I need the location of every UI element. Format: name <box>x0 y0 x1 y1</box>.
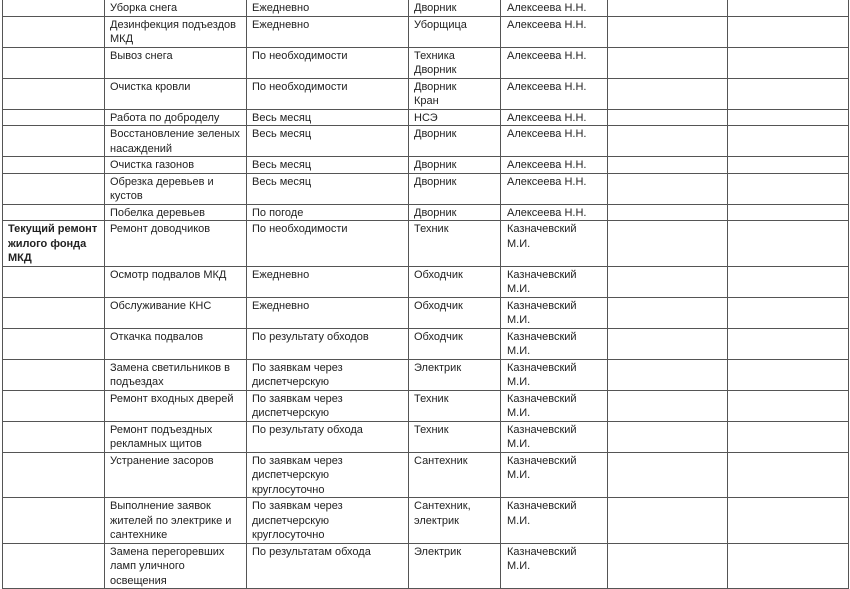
empty-cell <box>608 328 728 359</box>
table-row <box>3 421 849 452</box>
empty-cell <box>728 0 849 16</box>
executor-cell: Дворник Кран <box>409 78 501 109</box>
empty-cell <box>728 47 849 78</box>
table-row <box>3 498 849 544</box>
executor-cell: Дворник <box>409 173 501 204</box>
table-row <box>3 47 849 78</box>
period-cell: По необходимости <box>247 47 409 78</box>
empty-cell <box>728 390 849 421</box>
empty-cell <box>608 543 728 589</box>
executor-cell: Техник <box>409 221 501 267</box>
empty-cell <box>608 421 728 452</box>
period-cell: Ежедневно <box>247 297 409 328</box>
empty-cell <box>608 16 728 47</box>
executor-cell: Электрик <box>409 543 501 589</box>
responsible-cell: Алексеева Н.Н. <box>501 109 608 126</box>
category-cell-empty <box>3 452 105 498</box>
category-cell-empty <box>3 109 105 126</box>
table-row <box>3 266 849 297</box>
work-cell: Устранение засоров <box>105 452 247 498</box>
empty-cell <box>608 126 728 157</box>
work-cell: Ремонт входных дверей <box>105 390 247 421</box>
empty-cell <box>728 297 849 328</box>
responsible-cell: Казначевский М.И. <box>501 328 608 359</box>
category-cell-empty <box>3 47 105 78</box>
period-cell: По заявкам через диспетчерскую круглосуточно <box>247 498 409 544</box>
category-cell-empty <box>3 173 105 204</box>
executor-cell: Сантехник <box>409 452 501 498</box>
table-row <box>3 16 849 47</box>
executor-cell: Техника Дворник <box>409 47 501 78</box>
responsible-cell: Казначевский М.И. <box>501 221 608 267</box>
empty-cell <box>608 0 728 16</box>
category-cell-empty <box>3 157 105 174</box>
work-cell: Работа по доброделу <box>105 109 247 126</box>
period-cell: По результату обходов <box>247 328 409 359</box>
work-cell: Замена светильников в подъездах <box>105 359 247 390</box>
executor-cell: Дворник <box>409 0 501 16</box>
work-cell: Обслуживание КНС <box>105 297 247 328</box>
responsible-cell: Алексеева Н.Н. <box>501 173 608 204</box>
executor-cell: Обходчик <box>409 328 501 359</box>
executor-cell: Обходчик <box>409 297 501 328</box>
empty-cell <box>728 16 849 47</box>
empty-cell <box>608 390 728 421</box>
category-cell-empty <box>3 204 105 221</box>
responsible-cell: Казначевский М.И. <box>501 498 608 544</box>
executor-cell: Обходчик <box>409 266 501 297</box>
category-cell-empty <box>3 297 105 328</box>
empty-cell <box>608 297 728 328</box>
table-row <box>3 221 849 267</box>
category-cell: Текущий ремонт жилого фонда МКД <box>3 221 105 267</box>
category-cell-empty <box>3 328 105 359</box>
responsible-cell: Алексеева Н.Н. <box>501 0 608 16</box>
responsible-cell: Алексеева Н.Н. <box>501 16 608 47</box>
empty-cell <box>728 359 849 390</box>
executor-cell: Дворник <box>409 204 501 221</box>
empty-cell <box>728 266 849 297</box>
empty-cell <box>728 328 849 359</box>
table-row <box>3 359 849 390</box>
work-cell: Откачка подвалов <box>105 328 247 359</box>
period-cell: По заявкам через диспетчерскую <box>247 359 409 390</box>
work-cell: Дезинфекция подъездов МКД <box>105 16 247 47</box>
responsible-cell: Алексеева Н.Н. <box>501 78 608 109</box>
responsible-cell: Казначевский М.И. <box>501 421 608 452</box>
responsible-cell: Казначевский М.И. <box>501 359 608 390</box>
table-row <box>3 204 849 221</box>
work-cell: Очистка газонов <box>105 157 247 174</box>
empty-cell <box>608 221 728 267</box>
empty-cell <box>608 173 728 204</box>
empty-cell <box>728 204 849 221</box>
executor-cell: Сантехник, электрик <box>409 498 501 544</box>
empty-cell <box>728 78 849 109</box>
work-cell: Осмотр подвалов МКД <box>105 266 247 297</box>
period-cell: По результату обхода <box>247 421 409 452</box>
empty-cell <box>728 157 849 174</box>
table-row <box>3 543 849 589</box>
period-cell: Ежедневно <box>247 266 409 297</box>
empty-cell <box>608 109 728 126</box>
empty-cell <box>728 421 849 452</box>
responsible-cell: Алексеева Н.Н. <box>501 126 608 157</box>
table-row <box>3 328 849 359</box>
period-cell: По заявкам через диспетчерскую <box>247 390 409 421</box>
period-cell: По необходимости <box>247 78 409 109</box>
executor-cell: Техник <box>409 390 501 421</box>
empty-cell <box>728 109 849 126</box>
executor-cell: Электрик <box>409 359 501 390</box>
work-cell: Побелка деревьев <box>105 204 247 221</box>
empty-cell <box>728 543 849 589</box>
responsible-cell: Казначевский М.И. <box>501 297 608 328</box>
table-row <box>3 452 849 498</box>
table-row <box>3 126 849 157</box>
category-cell-empty <box>3 359 105 390</box>
period-cell: По погоде <box>247 204 409 221</box>
period-cell: По необходимости <box>247 221 409 267</box>
work-cell: Замена перегоревших ламп уличного освещения <box>105 543 247 589</box>
executor-cell: Техник <box>409 421 501 452</box>
empty-cell <box>728 126 849 157</box>
executor-cell: НСЭ <box>409 109 501 126</box>
period-cell: По заявкам через диспетчерскую круглосуточно <box>247 452 409 498</box>
table-row <box>3 0 849 16</box>
work-cell: Выполнение заявок жителей по электрике и сантехнике <box>105 498 247 544</box>
responsible-cell: Казначевский М.И. <box>501 452 608 498</box>
work-cell: Обрезка деревьев и кустов <box>105 173 247 204</box>
responsible-cell: Казначевский М.И. <box>501 543 608 589</box>
table-row <box>3 109 849 126</box>
works-table <box>2 0 849 589</box>
responsible-cell: Алексеева Н.Н. <box>501 157 608 174</box>
work-cell: Уборка снега <box>105 0 247 16</box>
period-cell: По результатам обхода <box>247 543 409 589</box>
work-cell: Вывоз снега <box>105 47 247 78</box>
category-cell-empty <box>3 0 105 16</box>
category-cell-empty <box>3 16 105 47</box>
category-cell-empty <box>3 78 105 109</box>
period-cell: Весь месяц <box>247 126 409 157</box>
empty-cell <box>608 47 728 78</box>
empty-cell <box>728 452 849 498</box>
table-row <box>3 173 849 204</box>
period-cell: Весь месяц <box>247 157 409 174</box>
empty-cell <box>608 359 728 390</box>
responsible-cell: Казначевский М.И. <box>501 390 608 421</box>
table-row <box>3 297 849 328</box>
empty-cell <box>608 78 728 109</box>
table-row <box>3 78 849 109</box>
responsible-cell: Казначевский М.И. <box>501 266 608 297</box>
period-cell: Ежедневно <box>247 0 409 16</box>
empty-cell <box>608 498 728 544</box>
period-cell: Ежедневно <box>247 16 409 47</box>
table-row <box>3 390 849 421</box>
empty-cell <box>608 266 728 297</box>
responsible-cell: Алексеева Н.Н. <box>501 47 608 78</box>
work-cell: Восстановление зеленых насаждений <box>105 126 247 157</box>
executor-cell: Дворник <box>409 126 501 157</box>
work-cell: Ремонт доводчиков <box>105 221 247 267</box>
executor-cell: Уборщица <box>409 16 501 47</box>
period-cell: Весь месяц <box>247 109 409 126</box>
empty-cell <box>728 498 849 544</box>
empty-cell <box>608 452 728 498</box>
period-cell: Весь месяц <box>247 173 409 204</box>
empty-cell <box>608 204 728 221</box>
category-cell-empty <box>3 543 105 589</box>
empty-cell <box>728 173 849 204</box>
category-cell-empty <box>3 126 105 157</box>
executor-cell: Дворник <box>409 157 501 174</box>
category-cell-empty <box>3 498 105 544</box>
responsible-cell: Алексеева Н.Н. <box>501 204 608 221</box>
work-cell: Очистка кровли <box>105 78 247 109</box>
table-row <box>3 157 849 174</box>
category-cell-empty <box>3 390 105 421</box>
empty-cell <box>728 221 849 267</box>
category-cell-empty <box>3 421 105 452</box>
work-cell: Ремонт подъездных рекламных щитов <box>105 421 247 452</box>
empty-cell <box>608 157 728 174</box>
category-cell-empty <box>3 266 105 297</box>
